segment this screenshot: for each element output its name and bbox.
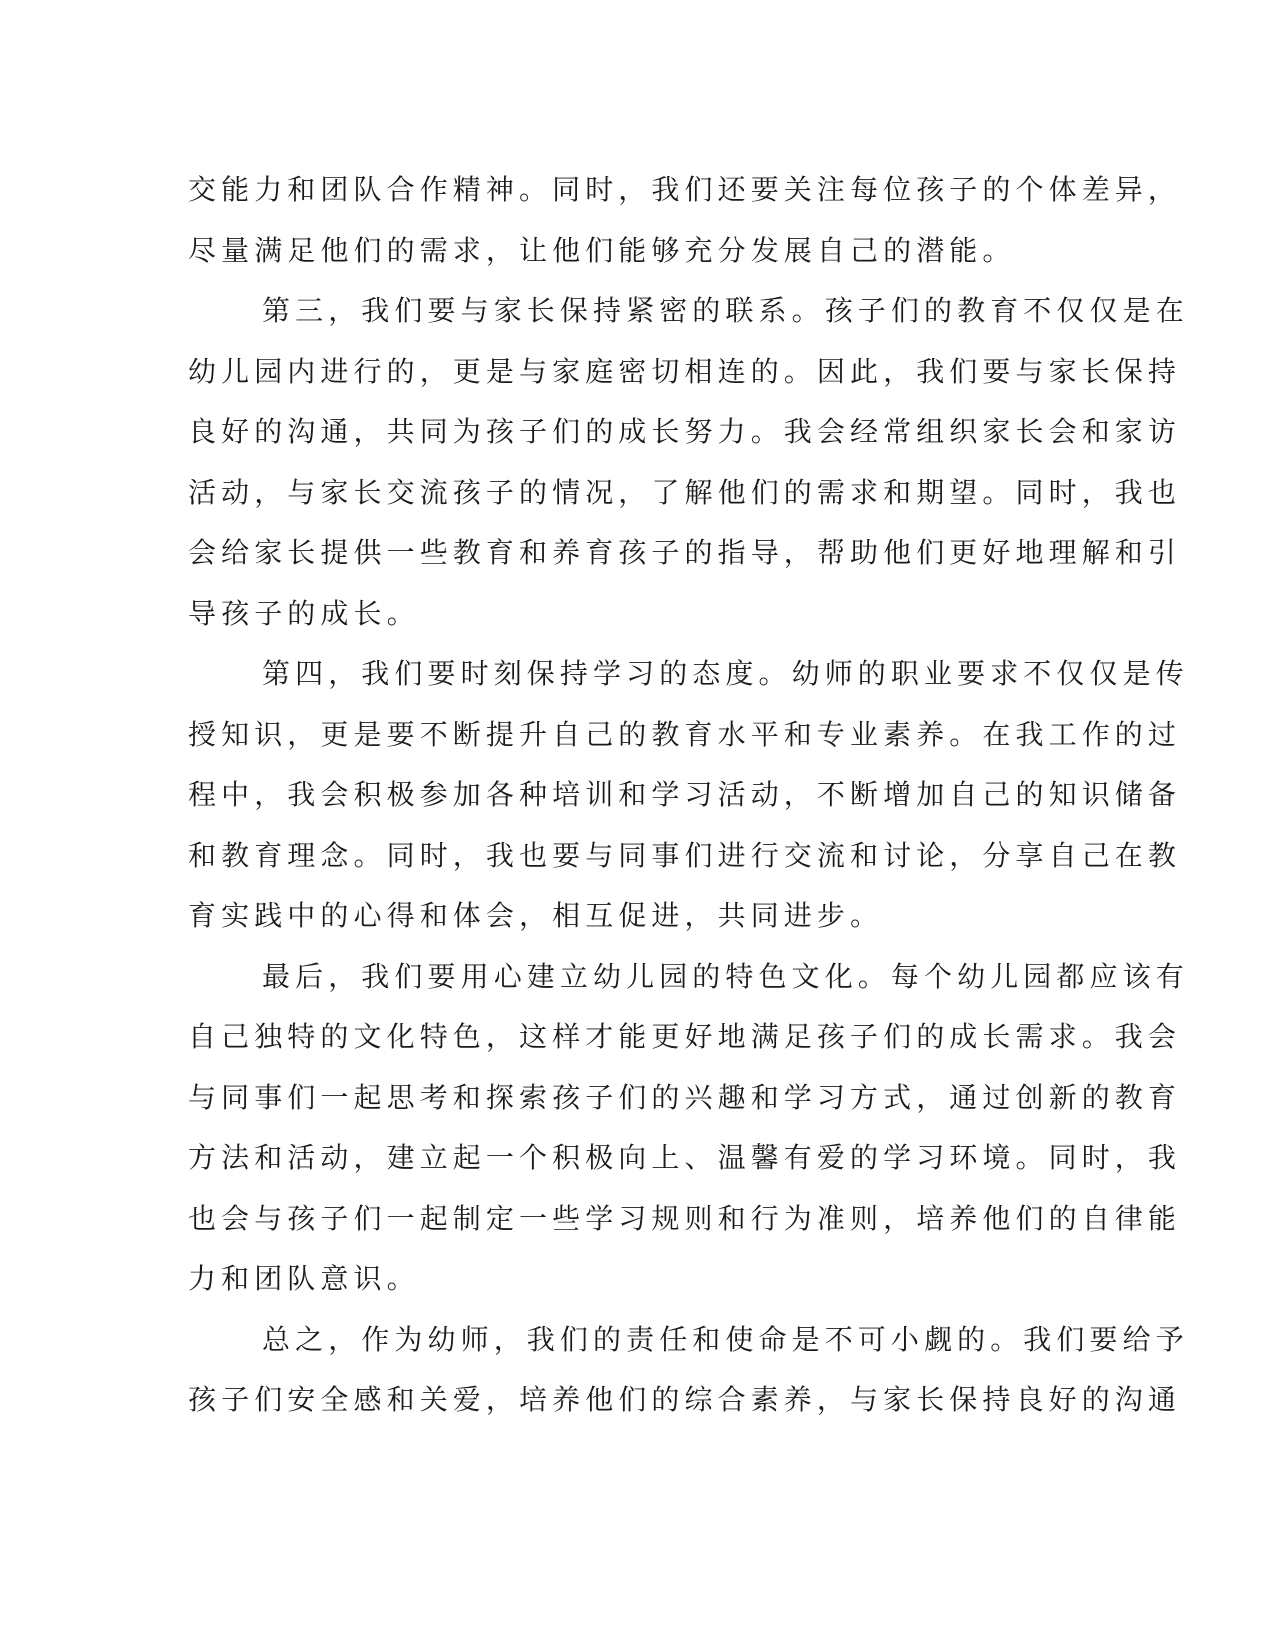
text-line: 与同事们一起思考和探索孩子们的兴趣和学习方式，通过创新的教育 [188,1080,1182,1114]
text-line: 也会与孩子们一起制定一些学习规则和行为准则，培养他们的自律能 [188,1201,1182,1235]
text-line: 幼儿园内进行的，更是与家庭密切相连的。因此，我们要与家长保持 [188,354,1182,388]
text-line: 尽量满足他们的需求，让他们能够充分发展自己的潜能。 [188,233,1016,267]
text-line: 会给家长提供一些教育和养育孩子的指导，帮助他们更好地理解和引 [188,536,1182,569]
text-line: 导孩子的成长。 [188,596,420,630]
paragraph-start-line: 第四，我们要时刻保持学习的态度。幼师的职业要求不仅仅是传 [262,657,1189,690]
text-line: 活动，与家长交流孩子的情况，了解他们的需求和期望。同时，我也 [188,475,1182,509]
text-line: 程中，我会积极参加各种培训和学习活动，不断增加自己的知识储备 [188,778,1182,811]
document-body [188,160,1189,1431]
text-line: 自己独特的文化特色，这样才能更好地满足孩子们的成长需求。我会 [188,1020,1182,1053]
text-line: 力和团队意识。 [188,1262,420,1295]
paragraph-start-line: 最后，我们要用心建立幼儿园的特色文化。每个幼儿园都应该有 [262,959,1189,993]
paragraph-start-line: 总之，作为幼师，我们的责任和使命是不可小觑的。我们要给予 [262,1322,1189,1356]
text-line: 良好的沟通，共同为孩子们的成长努力。我会经常组织家长会和家访 [188,415,1182,448]
text-line: 方法和活动，建立起一个积极向上、温馨有爱的学习环境。同时，我 [188,1141,1182,1174]
text-line: 授知识，更是要不断提升自己的教育水平和专业素养。在我工作的过 [188,717,1182,751]
paragraph-start-line: 第三，我们要与家长保持紧密的联系。孩子们的教育不仅仅是在 [262,294,1189,327]
text-line: 孩子们安全感和关爱，培养他们的综合素养，与家长保持良好的沟通 [188,1383,1182,1416]
text-line: 育实践中的心得和体会，相互促进，共同进步。 [188,899,884,932]
text-line: 和教育理念。同时，我也要与同事们进行交流和讨论，分享自己在教 [188,838,1182,872]
text-line: 交能力和团队合作精神。同时，我们还要关注每位孩子的个体差异， [188,173,1182,206]
